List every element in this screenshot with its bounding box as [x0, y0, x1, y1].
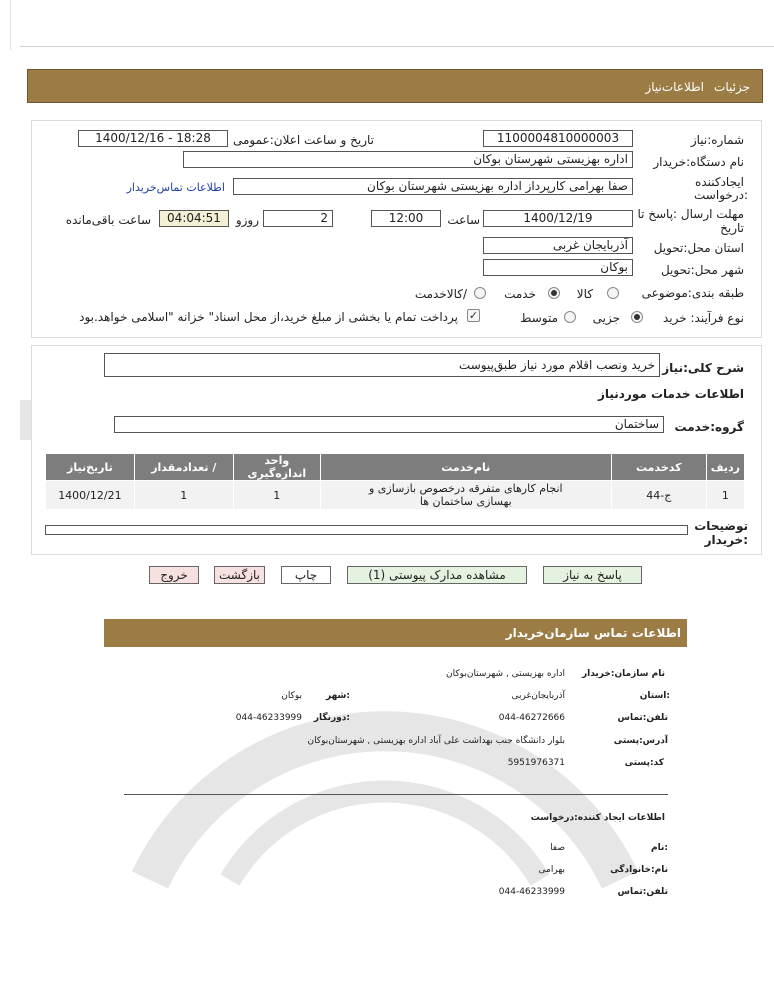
process-label: نوع فرآیند: خرید: [663, 311, 744, 325]
services-title: اطلاعات خدمات موردنیاز: [597, 387, 744, 401]
treasury-payment-note: پرداخت تمام یا بخشی از مبلغ خرید،از محل اسناد" خزانه "اسلامی خواهد.بود: [79, 310, 458, 324]
category-service-radio[interactable]: [548, 287, 560, 299]
cell-unit: 1: [233, 481, 320, 510]
deadline-label-2: تاریخ: [720, 221, 744, 235]
contact-postal-label: کد:پستی: [624, 758, 664, 768]
summary-field: خرید ونصب اقلام مورد نیاز طبق‌پیوست: [104, 353, 660, 377]
back-button[interactable]: بازگشت: [214, 566, 265, 584]
col-row: ردیف: [706, 454, 744, 481]
tab-details[interactable]: جزئیات: [714, 80, 750, 94]
days-field: 2: [263, 210, 333, 227]
creator-name-value: صفا: [550, 843, 565, 853]
creator-field: صفا بهرامی کارپرداز اداره بهزیستی شهرستان بوکان: [233, 178, 633, 195]
deadline-time-label: ساعت: [447, 213, 480, 227]
contact-fax-value: 044-46233999: [235, 713, 302, 723]
contact-city-label: :شهر: [326, 691, 350, 701]
service-group-field: ساختمان: [114, 416, 664, 433]
announce-label: تاریخ و ساعت اعلان:عمومی: [232, 133, 374, 147]
attachments-button[interactable]: مشاهده مدارک پیوستی (1): [347, 566, 527, 584]
table-row: [46, 481, 745, 510]
deadline-time-field: 12:00: [371, 210, 441, 227]
contact-org-label: نام سازمان:خریدار: [581, 669, 665, 679]
category-service-label: خدمت: [504, 287, 536, 301]
cell-service-name-line2: بهسازی ساختمان ها: [419, 495, 512, 508]
cell-service-name: [320, 481, 611, 510]
col-quantity: / تعدادمقدار: [134, 454, 233, 481]
contact-separator: [124, 794, 668, 795]
creator-phone-label: تلفن:تماس: [617, 887, 668, 897]
days-label: روزو: [235, 213, 259, 227]
buyer-contact-link[interactable]: اطلاعات تماس‌خریدار: [126, 181, 225, 194]
process-medium-radio[interactable]: [564, 311, 576, 323]
creator-label-1: ایجادکننده: [695, 175, 744, 189]
cell-service-code: ج-44: [611, 481, 706, 510]
category-goods-label: کالا: [576, 287, 593, 301]
exit-button[interactable]: خروج: [149, 566, 199, 584]
services-table: [45, 453, 745, 510]
contact-org-value: اداره بهزیستی , شهرستان‌بوکان: [446, 669, 565, 679]
header-bar: [27, 69, 763, 103]
remaining-label: ساعت باقی‌مانده: [65, 213, 151, 227]
summary-label: شرح کلی:نیاز: [662, 361, 744, 375]
contact-address-value: بلوار دانشگاه جنب بهداشت علی آباد اداره بهزیستی , شهرستان‌بوکان: [307, 736, 565, 746]
buyer-contact-bar: [104, 619, 687, 647]
announce-field: 1400/12/16 - 18:28: [78, 130, 228, 147]
buyer-org-field: اداره بهزیستی شهرستان بوکان: [183, 151, 633, 168]
creator-info-title: اطلاعات ایجاد کننده:درخواست: [530, 813, 665, 823]
creator-family-label: نام:خانوادگی: [610, 865, 668, 875]
page-edge-line: [10, 0, 11, 50]
contact-postal-value: 5951976371: [507, 758, 565, 768]
cell-service-name-line1: انجام کارهای متفرقه درخصوص بازسازی و: [368, 482, 563, 495]
contact-city-value: بوکان: [281, 691, 302, 701]
need-number-label: شماره:نیاز: [690, 133, 744, 147]
remaining-time-field: 04:04:51: [159, 210, 229, 227]
deadline-label-1: مهلت ارسال :پاسخ تا: [637, 207, 744, 221]
buyer-notes-label-2: :خریدار: [704, 533, 748, 547]
process-minor-label: جزیی: [592, 311, 620, 325]
deadline-date-field: 1400/12/19: [483, 210, 633, 227]
city-label: شهر محل:تحویل: [660, 263, 744, 277]
buyer-org-label: نام دستگاه:خریدار: [653, 155, 744, 169]
col-service-name: نام‌خدمت: [320, 454, 611, 481]
city-field: بوکان: [483, 259, 633, 276]
service-group-label: گروه:خدمت: [674, 420, 744, 434]
contact-province-label: :استان: [639, 691, 670, 701]
reply-button[interactable]: پاسخ به نیاز: [543, 566, 642, 584]
cell-quantity: 1: [134, 481, 233, 510]
contact-phone-label: تلفن:تماس: [617, 713, 668, 723]
tab-need-info[interactable]: اطلاعات‌نیاز: [645, 80, 704, 94]
creator-family-value: بهرامی: [538, 865, 565, 875]
treasury-payment-checkbox[interactable]: ✓: [468, 309, 479, 322]
process-minor-radio[interactable]: [631, 311, 643, 323]
creator-phone-value: 044-46233999: [498, 887, 565, 897]
need-number-field: 1100004810000003: [483, 130, 633, 147]
print-button[interactable]: چاپ: [281, 566, 331, 584]
province-field: آذربایجان غربی: [483, 237, 633, 254]
category-goods-radio[interactable]: [607, 287, 619, 299]
contact-fax-label: :دورنگار: [313, 713, 350, 723]
table-header-row: [46, 454, 745, 481]
category-goods-service-radio[interactable]: [474, 287, 486, 299]
col-unit: واحد اندازه‌گیری: [233, 454, 320, 481]
contact-province-value: آذربایجان‌غربی: [511, 691, 565, 701]
process-medium-label: متوسط: [520, 311, 558, 325]
province-label: استان محل:تحویل: [653, 241, 744, 255]
category-goods-service-label: /کالاخدمت: [414, 287, 467, 301]
category-label: طبقه بندی:موضوعی: [641, 286, 744, 300]
creator-label-2: :درخواست: [694, 188, 748, 202]
cell-row: 1: [706, 481, 744, 510]
buyer-notes-label-1: توضیحات: [694, 519, 748, 533]
cell-need-date: 1400/12/21: [46, 481, 135, 510]
buyer-contact-title: اطلاعات تماس سازمان‌خریدار: [505, 626, 681, 640]
contact-address-label: آدرس:پستی: [613, 736, 668, 746]
top-divider: [20, 46, 774, 47]
buyer-notes-field: [45, 525, 688, 535]
col-service-code: کدخدمت: [611, 454, 706, 481]
creator-name-label: :نام: [651, 843, 668, 853]
col-need-date: تاریخ‌نیاز: [46, 454, 135, 481]
contact-phone-value: 044-46272666: [498, 713, 565, 723]
